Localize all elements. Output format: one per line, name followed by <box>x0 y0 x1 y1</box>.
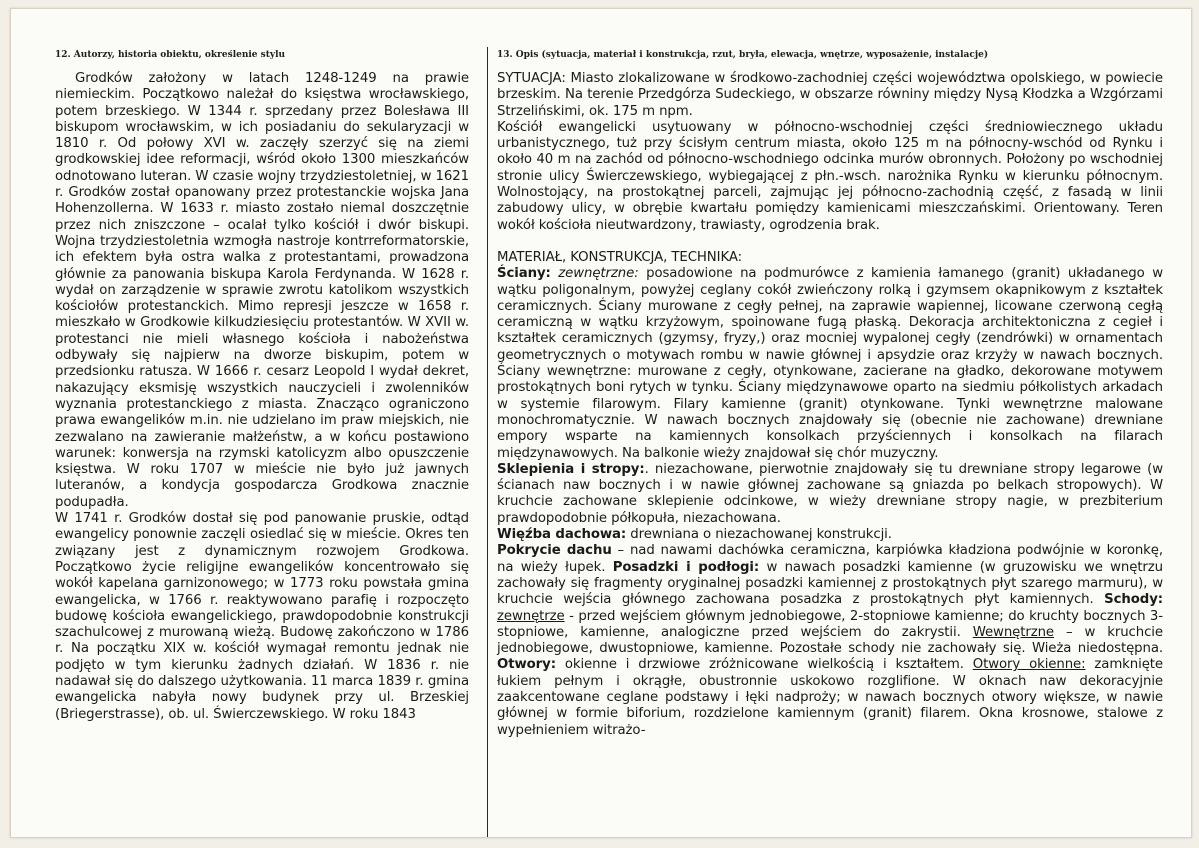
walls-label: Ściany: <box>497 266 551 282</box>
roofing-label: Pokrycie dachu <box>497 543 612 559</box>
vaults-text: . niezachowane, pierwotnie znajdowały się tu drewniane stropy legarowe (w ścianach naw bocznych i w nawie głównej zachowane są gniazda po belkach stropowych). W kruchcie zachowane sklepienie odcinkowe, w wieży drewniane stropy nagie, w prezbiterium prawdopodobnie półkopuła, niezachowana. <box>497 461 1163 526</box>
situation-paragraph-1: SYTUACJA: Miasto zlokalizowane w środkowo-zachodniej części województwa opolskiego, w powiecie brzeskim. Na terenie Przedgórza Sudeckiego, w obszarze równiny między Nysą Kłodzka a Wzgórzami Strzelińskimi, ok. 175 m npm. <box>497 71 1163 119</box>
openings-text-1: okienne i drzwiowe zróżnicowane wielkością i kształtem. <box>555 657 973 673</box>
stairs-internal-label: Wewnętrzne <box>972 624 1055 640</box>
stairs-label: Schody: <box>1104 592 1163 608</box>
walls-paragraph <box>497 266 1163 462</box>
history-paragraph-2: W 1741 r. Grodków dostał się pod panowanie pruskie, odtąd ewangelicy ponownie zaczęli osiedlać się w mieście. Okres ten związany jest z dynamicznym rozwojem Grodkowa. Początkowo życie religijne ewangelików koncentrowało się wokół kapelana garnizonowego; w 1773 roku powstała gmina ewangelicka, w 1766 r. reaktywowano parafię i rozpoczęto budowę kościoła ewangelickiego, prawdopodobnie konstrukcji szachulcowej z murowaną wieżą. Budowę zakończono w 1786 r. Na początku XIX w. kościół wymagał remontu jednak nie podjęto w tym kierunku żadnych działań. W 1836 r. nie nadawał się do dalszego użytkowania. 11 marca 1839 r. gmina ewangelicka nabyła nowy budynek przy ul. Brzeskiej (Briegerstrasse), ob. ul. Świerczewskiego. W roku 1843 <box>55 511 469 722</box>
window-openings-label: Otwory okienne: <box>972 657 1086 673</box>
walls-text: posadowione na podmurówce z kamienia łamanego (granit) układanego w wątku poligonalnym, powyżej ceglany cokół zwieńczony rolką i gzymsem okapnikowym z kształtek ceramicznych. Ściany murowane z cegły pełnej, na zaprawie wapiennej, licowane czerwoną cegłą ceramiczną w wątku krzyżowym, spoinowane fugą płaską. Dekoracja architektoniczna z cegieł i kształtek ceramicznych (gzymsy, fryzy,) oraz mocniej wypalonej cegły (zendrówki) w ornamentach geometrycznych o motywach rombu w nawie głównej i apsydzie oraz krzyży w nawach bocznych. Ściany wewnętrzne: murowane z cegły, otynkowane, zacierane na gładko, dekorowane motywem prostokątnych boni rytych w tynku. Ściany międzynawowe oparto na siedmiu półkolistych arkadach w systemie filarowym. Filary kamienne (granit) otynkowane. Tynki wewnętrzne malowane monochromatycznie. W nawach bocznych znajdowały się (obecnie nie zachowane) drewniane empory wsparte na kamiennych konsolkach przyściennych i konsolkach na filarach międzynawowych. Na balkonie wieży znajdował się chór muzyczny. <box>497 266 1163 461</box>
situation-paragraph-2: Kościół ewangelicki usytuowany w północno-wschodniej części średniowiecznego układu urbanistycznego, tuż przy ścisłym centrum miasta, około 125 m na północny-wschód od Rynku i około 40 m na zachód od północno-wschodniego odcinka murów obronnych. Położony po wschodniej stronie ulicy Świerczewskiego, wybiegającej z płn.-wsch. narożnika Rynku w kierunku północnym. Wolnostojący, na prostokątnej parceli, zajmując jej północno-zachodnią część, z fasadą w linii zabudowy ulicy, w obrębie kwartału pomiędzy kamienicami mieszczańskimi. Orientowany. Teren wokół kościoła nieutwardzony, trawiasty, ogrodzenia brak. <box>497 119 1163 233</box>
vaults-label: Sklepienia i stropy: <box>497 461 645 477</box>
document-page <box>10 8 1192 838</box>
walls-external-label: zewnętrzne: <box>558 266 639 282</box>
floors-text: w nawach posadzki kamienne (w gruzowisku we wnętrzu zachowały się fragmenty oryginalnej posadzki kamiennej z prostokątnych płyt szarego marmuru), w kruchcie wejścia głównego zachowana posadzka z prostokątnych płyt kamiennych. <box>497 559 1164 608</box>
roof-truss-label: Więźba dachowa: <box>497 527 627 543</box>
column-divider <box>487 47 488 837</box>
stairs-text-1: - przed wejściem głównym jednobiegowe, 2-stopniowe kamienne; do kruchty bocznych 3-stopniowe, kamienne, analogiczne przed wejściem do zakrystii. <box>497 608 1163 640</box>
history-column <box>55 49 469 723</box>
section-13-heading: 13. Opis (sytuacja, materiał i konstrukcja, rzut, bryła, elewacja, wnętrze, wyposażenie, instalacje) <box>497 50 989 60</box>
floors-label: Posadzki i podłogi: <box>612 559 760 575</box>
section-12-heading: 12. Autorzy, historia obiektu, określenie stylu <box>55 50 286 60</box>
material-heading: MATERIAŁ, KONSTRUKCJA, TECHNIKA: <box>497 249 742 265</box>
roof-truss-paragraph <box>497 527 1163 543</box>
description-column <box>497 49 1163 739</box>
roofing-text: – nad nawami dachówka ceramiczna, karpiówka kładziona podwójnie w koronkę, na wieży łupek. <box>497 543 1163 575</box>
roof-truss-text: drewniana o niezachowanej konstrukcji. <box>626 527 892 543</box>
roofing-paragraph <box>497 543 1163 739</box>
stairs-text-2: – w kruchcie jednobiegowe, dwustopniowe, kamienne. Pozostałe schody nie zachowały się. Wieża niedostępna. <box>497 624 1163 657</box>
stairs-external-label: zewnętrze <box>497 608 565 624</box>
history-paragraph-1: Grodków założony w latach 1248-1249 na prawie niemieckim. Początkowo należał do księstwa wrocławskiego, potem brzeskiego. W 1344 r. sprzedany przez Bolesława III biskupom wrocławskim, w ich posiadaniu do sekularyzacji w 1810 r. Od połowy XVI w. zaczęły szerzyć się na ziemi grodkowskiej idee reformacji, wśród około 1300 mieszkańców odnotowano luteran. W czasie wojny trzydziestoletniej, w 1621 r. Grodków został opanowany przez protestanckie wojska Jana Hohenzollerna. W 1633 r. miasto zostało niemal doszczętnie przez nich zniszczone – ocalał tylko kościół i dwór biskupi. Wojna trzydziestoletnia wzmogła nastroje kontrreformatorskie, ich efektem była ostra walka z protestantami, prowadzona głównie za panowania biskupa Karola Ferdynanda. W 1628 r. wydał on zarządzenie w sprawie zwrotu katolikom wszystkich kościołów protestanckich. Mimo represji jeszcze w 1658 r. mieszkało w Grodkowie kilkudziesięciu protestantów. W XVII w. protestanci nie mieli własnego kościoła i nabożeństwa odbywały się najpierw na dworze biskupim, potem w przedsionku ratusza. W 1666 r. cesarz Leopold I wydał dekret, nakazujący eksmisję wszystkich nauczycieli i zwolenników wyznania protestanckiego z miasta. Znacząco ograniczono prawa ewangelików m.in. nie udzielano im praw miejskich, nie zezwalano na zawieranie małżeństw, a w końcu postawiono warunek: konwersja na rzymski katolicyzm albo opuszczenie księstwa. W roku 1707 w mieście nie było już jawnych luteranów, a kondycja gospodarcza Grodkowa znacznie podupadła. <box>55 71 469 510</box>
openings-label: Otwory: <box>497 657 556 673</box>
spacer <box>497 234 1163 250</box>
vaults-paragraph <box>497 462 1163 527</box>
openings-text-2: zamknięte łukiem pełnym i okrągłe, obustronnie uskokowo rozglifione. W oknach naw dekoracyjnie zaakcentowane ceglane podstawy i łęki nadproży; w nawach bocznych otwory większe, w nawie głównej w formie biforium, rozdzielone kamiennym (granit) filarem. Okna krosnowe, stalowe z wypełnieniem witrażo- <box>497 657 1163 738</box>
